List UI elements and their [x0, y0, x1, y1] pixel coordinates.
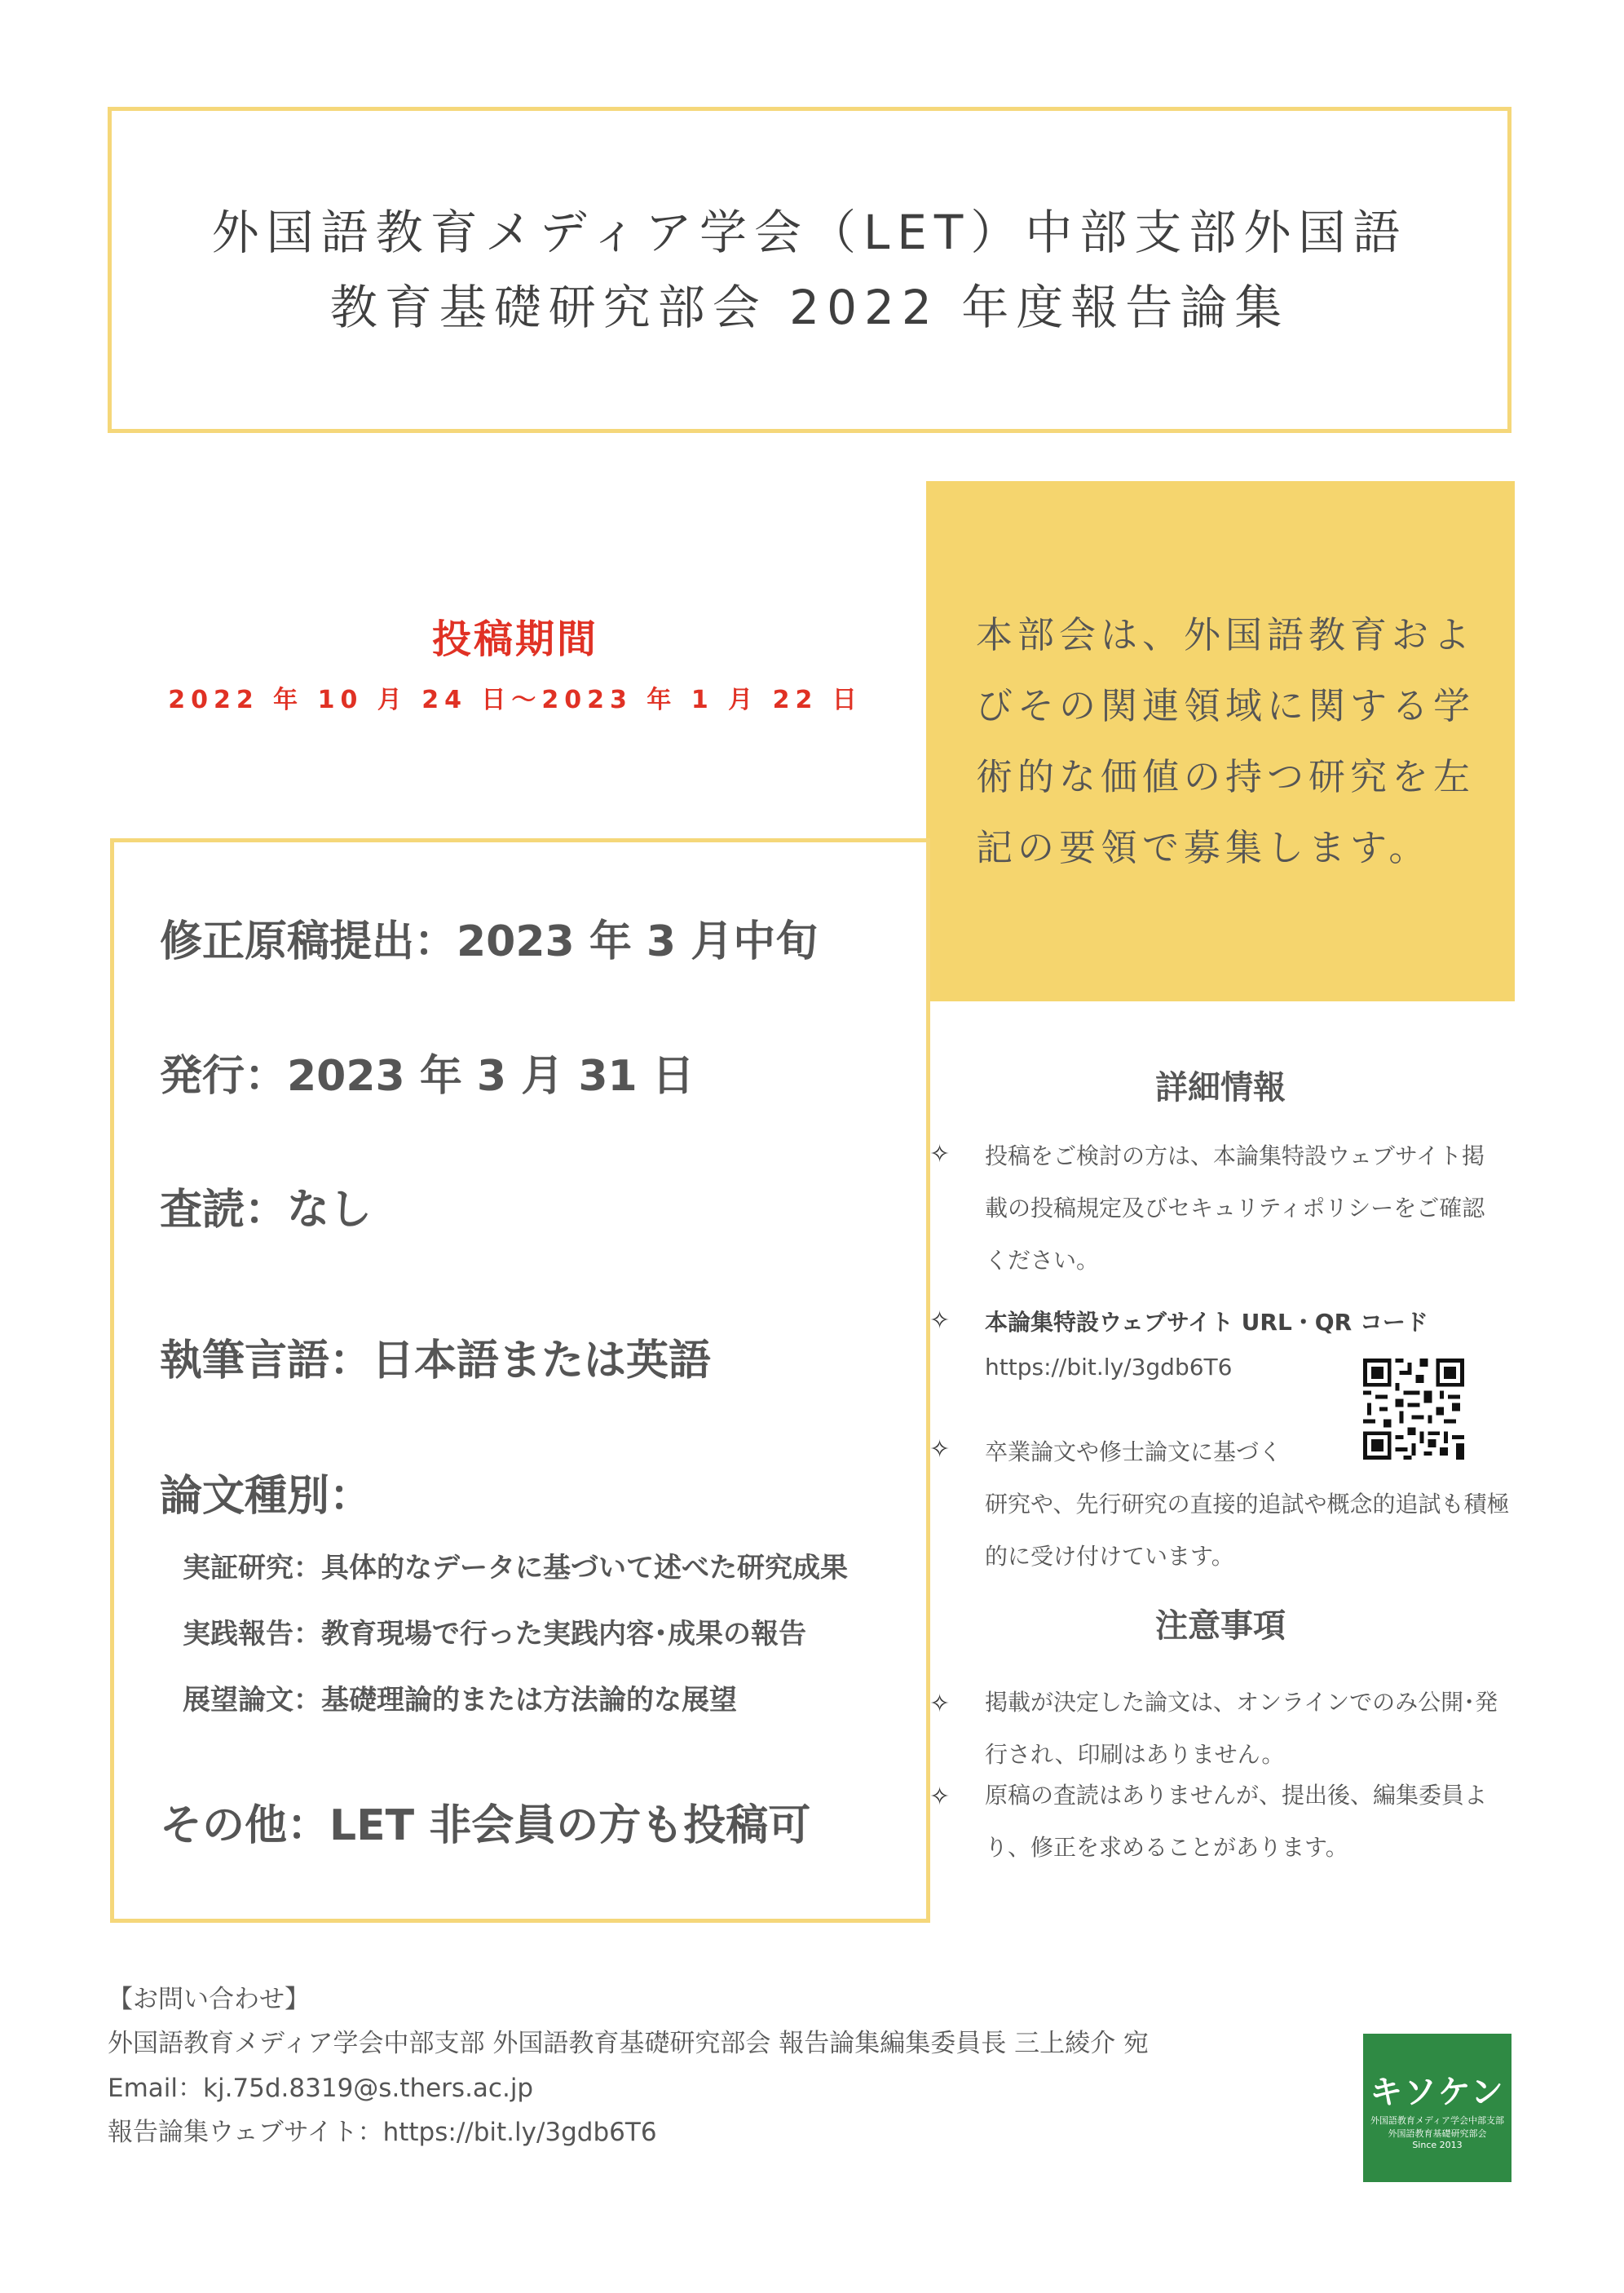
- notes-heading: 注意事項: [1155, 1607, 1286, 1645]
- title-line-1: 外国語教育メディア学会（LET）中部支部外国語: [211, 205, 1408, 260]
- details-heading: 詳細情報: [1155, 1069, 1286, 1107]
- bullet-icon: ✧: [929, 1690, 951, 1718]
- intro-text: 本部会は、外国語教育およびその関連領域に関する学術的な価値の持つ研究を左記の要領で募集します。: [976, 613, 1476, 869]
- logo-line-3: Since 2013: [1412, 2140, 1463, 2150]
- logo-line-2: 外国語教育基礎研究部会: [1388, 2128, 1487, 2139]
- details-item-1: 投稿をご検討の方は、本論集特設ウェブサイト掲載の投稿規定及びセキュリティポリシーをご確認ください。: [985, 1142, 1485, 1274]
- publication-date: 発行：2023 年 3 月 31 日: [160, 1052, 695, 1101]
- notes-item-2: 原稿の査読はありませんが、提出後、編集委員より、修正を求めることがあります。: [985, 1782, 1488, 1861]
- bullet-icon: ✧: [929, 1306, 951, 1335]
- review-info: 査読：なし: [160, 1186, 373, 1235]
- bullet-icon: ✧: [929, 1140, 951, 1169]
- period-dates: 2022 年 10 月 24 日～2023 年 1 月 22 日: [168, 686, 863, 714]
- contact-label: 【お問い合わせ】: [108, 1985, 310, 2014]
- title-line-2: 教育基礎研究部会 2022 年度報告論集: [329, 280, 1290, 335]
- type-review: 展望論文：基礎理論的または方法論的な展望: [183, 1684, 737, 1716]
- contact-website[interactable]: 報告論集ウェブサイト：https://bit.ly/3gdb6T6: [108, 2118, 657, 2147]
- notes-item-1: 掲載が決定した論文は、オンラインでのみ公開･発行され、印刷はありません。: [985, 1689, 1498, 1768]
- bullet-icon: ✧: [929, 1783, 951, 1811]
- logo-line-1: 外国語教育メディア学会中部支部: [1370, 2115, 1505, 2126]
- other-info: その他：LET 非会員の方も投稿可: [160, 1801, 811, 1850]
- type-empirical: 実証研究：具体的なデータに基づいて述べた研究成果: [183, 1552, 848, 1584]
- language-info: 執筆言語：日本語または英語: [160, 1336, 712, 1385]
- contact-email[interactable]: Email：kj.75d.8319@s.thers.ac.jp: [108, 2074, 534, 2103]
- title-box: [108, 107, 1511, 433]
- website-label: 本論集特設ウェブサイト URL・QR コード: [985, 1309, 1428, 1336]
- qr-code-icon: [1363, 1359, 1464, 1460]
- logo-title: キソケン: [1370, 2073, 1505, 2111]
- details-item-3: 研究や、先行研究の直接的追試や概念的追試も積極的に受け付けています。: [985, 1491, 1510, 1570]
- contact-org: 外国語教育メディア学会中部支部 外国語教育基礎研究部会 報告論集編集委員長 三上綾介 宛: [108, 2029, 1149, 2058]
- bullet-icon: ✧: [929, 1435, 951, 1464]
- kisoken-logo: [1363, 2034, 1511, 2182]
- website-url[interactable]: https://bit.ly/3gdb6T6: [985, 1354, 1233, 1381]
- details-item-3-line1: 卒業論文や修士論文に基づく: [985, 1438, 1282, 1465]
- period-heading: 投稿期間: [431, 616, 598, 662]
- revision-deadline: 修正原稿提出：2023 年 3 月中旬: [160, 917, 819, 966]
- type-practice: 実践報告：教育現場で行った実践内容･成果の報告: [183, 1618, 806, 1650]
- types-heading: 論文種別：: [160, 1472, 373, 1521]
